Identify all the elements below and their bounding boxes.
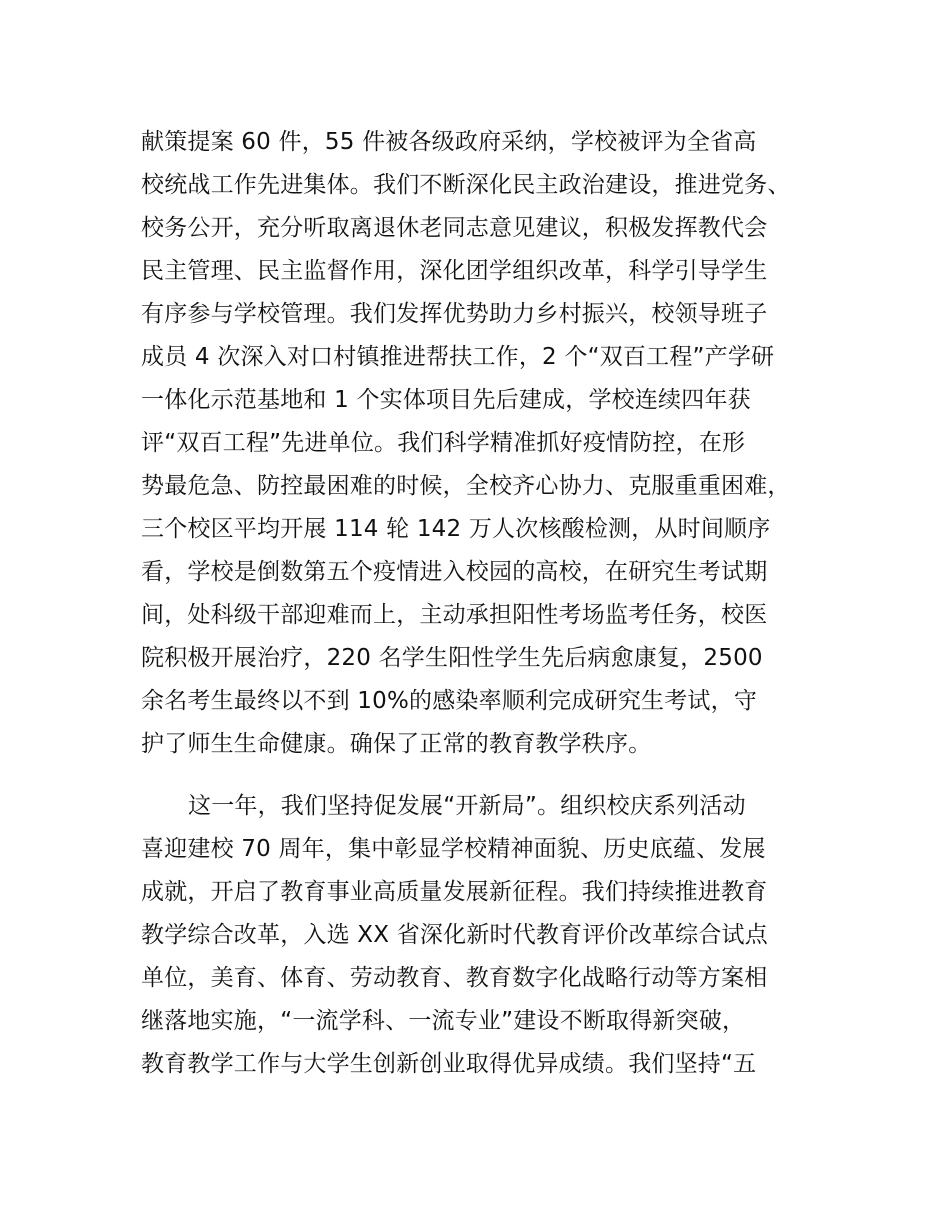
paragraph-1-line: 校务公开，充分听取离退休老同志意见建议，积极发挥教代会 (141, 215, 768, 241)
paragraph-1-line: 院积极开展治疗，220 名学生阳性学生先后病愈康复，2500 (141, 645, 763, 671)
paragraph-1-line: 民主管理、民主监督作用，深化团学组织改革，科学引导学生 (141, 258, 768, 284)
paragraph-1-line: 三个校区平均开展 114 轮 142 万人次核酸检测，从时间顺序 (141, 516, 771, 542)
paragraph-1-line: 校统战工作先进集体。我们不断深化民主政治建设，推进党务、 (141, 172, 791, 198)
paragraph-2-line: 喜迎建校 70 周年，集中彰显学校精神面貌、历史底蕴、发展 (141, 836, 766, 862)
paragraph-2-line: 继落地实施，“一流学科、一流专业”建设不断取得新突破， (141, 1008, 746, 1034)
paragraph-2-line: 教育教学工作与大学生创新创业取得优异成绩。我们坚持“五 (141, 1051, 757, 1077)
paragraph-1-line: 有序参与学校管理。我们发挥优势助力乡村振兴，校领导班子 (141, 301, 768, 327)
paragraph-2 (141, 785, 841, 1086)
paragraph-1-line: 成员 4 次深入对口村镇推进帮扶工作，2 个“双百工程”产学研 (141, 344, 775, 370)
paragraph-1-line: 余名考生最终以不到 10%的感染率顺利完成研究生考试，守 (141, 688, 758, 714)
paragraph-1-line: 间，处科级干部迎难而上，主动承担阳性考场监考任务，校医 (141, 602, 768, 628)
paragraph-1-line: 护了师生生命健康。确保了正常的教育教学秩序。 (141, 731, 652, 757)
paragraph-1-line: 一体化示范基地和 1 个实体项目先后建成，学校连续四年获 (141, 387, 751, 413)
paragraph-1-line: 看，学校是倒数第五个疫情进入校园的高校，在研究生考试期 (141, 559, 768, 585)
paragraph-2-line: 这一年，我们坚持促发展“开新局”。组织校庆系列活动 (188, 793, 746, 819)
paragraph-1 (141, 121, 841, 766)
paragraph-1-line: 献策提案 60 件，55 件被各级政府采纳，学校被评为全省高 (141, 129, 757, 155)
paragraph-2-line: 成就，开启了教育事业高质量发展新征程。我们持续推进教育 (141, 879, 768, 905)
paragraph-1-line: 势最危急、防控最困难的时候，全校齐心协力、克服重重困难， (141, 473, 791, 499)
paragraph-2-line: 单位，美育、体育、劳动教育、教育数字化战略行动等方案相 (141, 965, 768, 991)
paragraph-1-line: 评“双百工程”先进单位。我们科学精准抓好疫情防控，在形 (141, 430, 746, 456)
paragraph-2-line: 教学综合改革，入选 XX 省深化新时代教育评价改革综合试点 (141, 922, 768, 948)
